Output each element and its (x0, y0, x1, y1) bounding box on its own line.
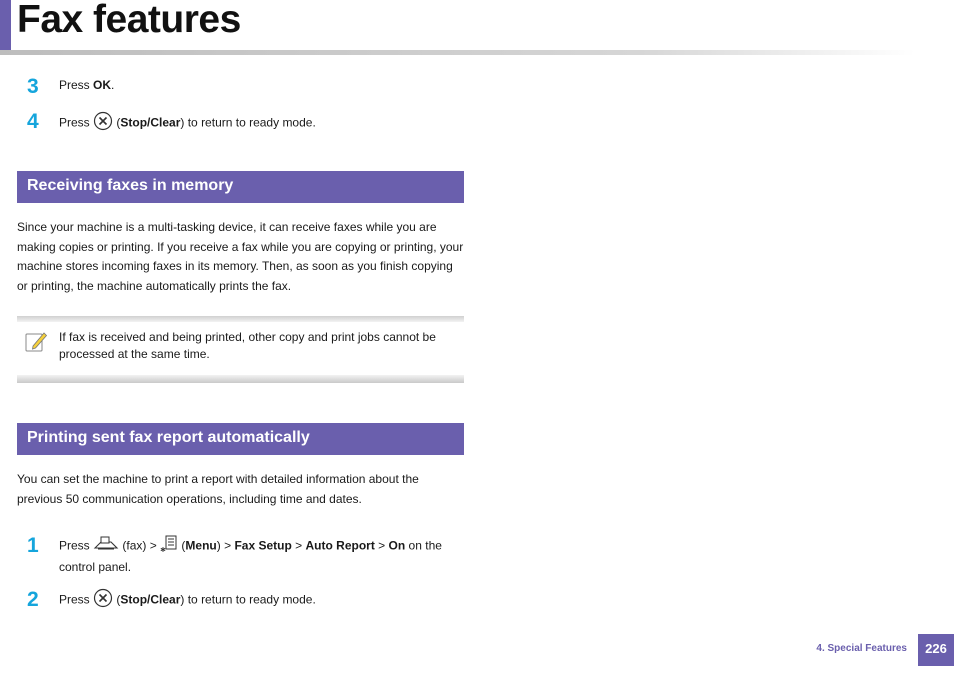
section-paragraph: You can set the machine to print a report with detailed information about the previous 50 communication operations, including time and dates. (17, 472, 419, 506)
page-number: 226 (918, 634, 954, 666)
stop-clear-icon (93, 111, 113, 136)
header-accent-bar (0, 0, 11, 52)
title-divider (0, 50, 915, 55)
step-text: Press (Stop/Clear) to return to ready mode. (59, 111, 316, 136)
section-heading: Printing sent fax report automatically (17, 423, 464, 455)
step-number: 2 (27, 588, 39, 611)
fax-icon (93, 535, 119, 558)
step-number: 4 (27, 110, 39, 133)
stop-clear-icon (93, 588, 113, 613)
note-bottom-border (17, 375, 464, 383)
step-number: 1 (27, 534, 39, 557)
menu-icon (160, 535, 178, 558)
chapter-label: 4. Special Features (816, 643, 907, 654)
step-text: Press (fax) > (Menu) > Fax Setup > Auto Report > On on the control panel. (59, 535, 464, 576)
note-box (17, 316, 464, 383)
section-paragraph: Since your machine is a multi-tasking device, it can receive faxes while you are making copies or printing. If you receive a fax while you are copying or printing, your machine stores incoming faxes in its memory. Then, as soon as you finish copying or printing, the machine automatically prints the fax. (17, 220, 464, 293)
page-title: Fax features (17, 0, 241, 41)
step-text: Press OK. (59, 78, 115, 92)
note-icon (24, 329, 48, 358)
step-number: 3 (27, 75, 39, 98)
step-text: Press (Stop/Clear) to return to ready mode. (59, 588, 316, 613)
note-top-border (17, 316, 464, 322)
section-heading: Receiving faxes in memory (17, 171, 464, 203)
note-text: If fax is received and being printed, other copy and print jobs cannot be processed at the same time. (59, 330, 436, 361)
